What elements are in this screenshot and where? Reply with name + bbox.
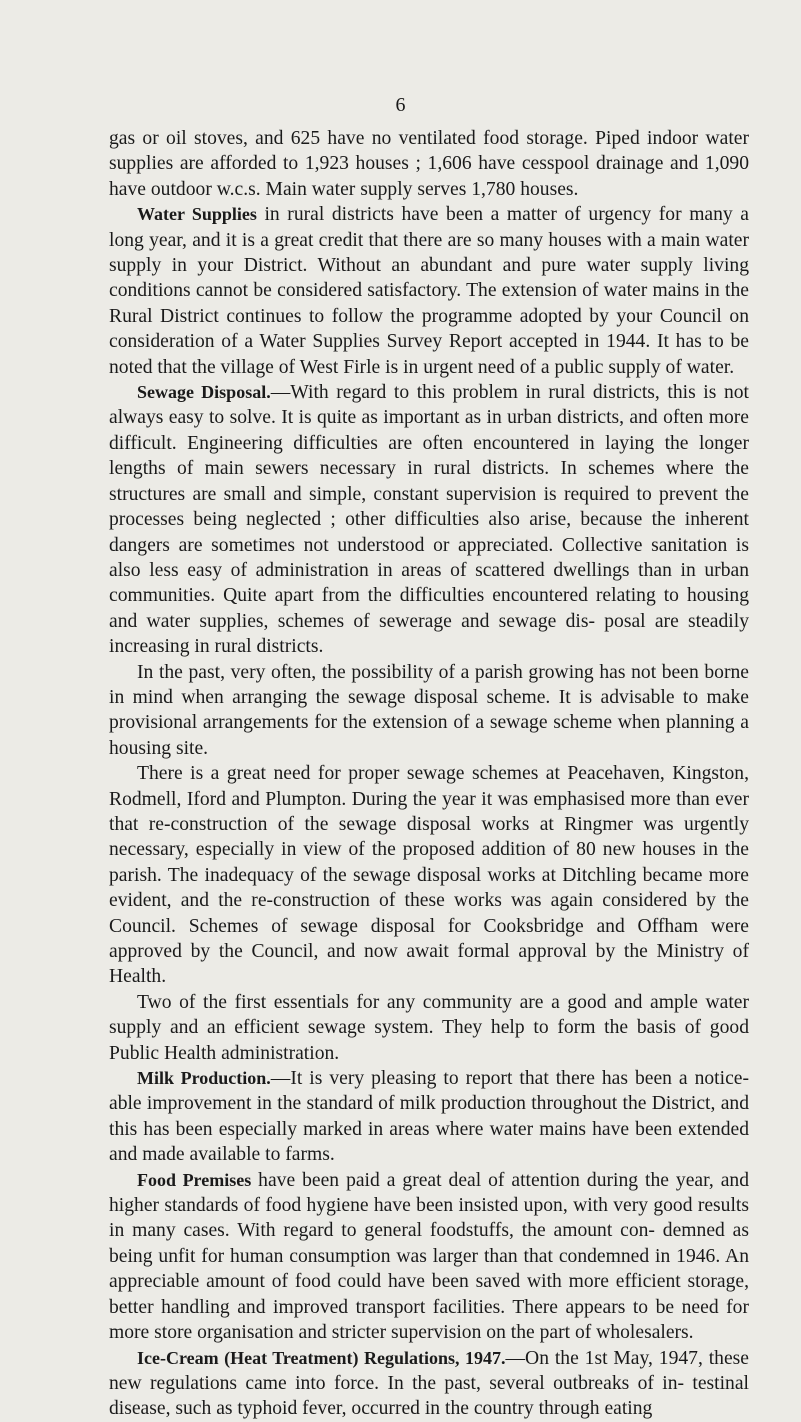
section-heading-milk-production: Milk Production.	[137, 1068, 271, 1089]
section-heading-ice-cream-regulations: Ice-Cream (Heat Treatment) Regulations, 1947.	[137, 1347, 506, 1368]
section-heading-food-premises: Food Premises	[137, 1169, 252, 1190]
paragraph-text: —It is very pleasing to report that there has been a notice- able improvement in the standard of milk production throughout the District, and this has been especially marked in areas where water mains have been extended and made available to farms.	[109, 1068, 749, 1166]
paragraph-milk-production	[109, 1066, 749, 1168]
paragraph-ice-cream-regulations	[109, 1346, 749, 1422]
paragraph-text: There is a great need for proper sewage schemes at Peacehaven, Kingston, Rodmell, Iford and Plumpton. During the year it was emphasised more than ever that re-construction of the sewage disposal works at Ringmer was urgently necessary, especially in view of the proposed addition of 80 new houses in the parish. The inadequacy of the sewage disposal works at Ditchling became more evident, and the re-construction of these works was again considered by the Council. Schemes of sewage disposal for Cooksbridge and Offham were approved by the Council, and now await formal approval by the Ministry of Health.	[109, 763, 749, 988]
paragraph-text: have been paid a great deal of attention during the year, and higher standards of food hygiene have been insisted upon, with very good results in many cases. With regard to general foodstuffs, the amount con- demned as being unfit for human consumption was larger than that condemned in 1946. An appreciable amount of food could have been saved with more efficient storage, better handling and improved transport facilities. There appears to be need for more store organisation and stricter supervision on the part of wholesalers.	[109, 1169, 749, 1344]
paragraph-housing-amenities	[109, 126, 749, 202]
document-body	[109, 126, 749, 1422]
paragraph-text: —On the 1st May, 1947, these new regulations came into force. In the past, several outbreaks of in- testinal disease, such as typhoid fever, occurred in the country through eating	[109, 1347, 749, 1420]
section-heading-water-supplies: Water Supplies	[137, 204, 257, 225]
paragraph-text: —With regard to this problem in rural districts, this is not always easy to solve. It is quite as important as in urban districts, and often more difficult. Engineering difficulties are often encountered in laying the longer lengths of main sewers necessary in rural districts. In schemes where the structures are small and simple, constant supervision is required to prevent the processes being neglected ; other difficulties also arise, because the inherent dangers are sometimes not understood or appreciated. Collective sanitation is also less easy of administration in areas of scattered dwellings than in urban communities. Quite apart from the difficulties encountered relating to housing and water supplies, schemes of sewerage and sewage dis- posal are steadily increasing in rural districts.	[109, 382, 749, 658]
paragraph-text: gas or oil stoves, and 625 have no ventilated food storage. Piped indoor water supplies are afforded to 1,923 houses ; 1,606 have cesspool drainage and 1,090 have outdoor w.c.s. Main water supply serves 1,780 houses.	[109, 128, 749, 200]
paragraph-sewage-schemes	[109, 761, 749, 990]
paragraph-parish-growth	[109, 660, 749, 762]
paragraph-text: in rural districts have been a matter of urgency for many a long year, and it is a great credit that there are so many houses with a main water supply in your District. Without an abundant and pure water supply living conditions cannot be considered satisfactory. The extension of water mains in the Rural District continues to follow the programme adopted by your Council on consideration of a Water Supplies Survey Report accepted in 1944. It has to be noted that the village of West Firle is in urgent need of a public supply of water.	[109, 204, 750, 378]
paragraph-sewage-disposal	[109, 380, 749, 659]
page-number: 6	[395, 94, 406, 116]
paragraph-text: In the past, very often, the possibility of a parish growing has not been borne in mind when arranging the sewage disposal scheme. It is advisable to make provisional arrangements for the extension of a sewage scheme when planning a housing site.	[109, 661, 749, 759]
paragraph-first-essentials	[109, 990, 749, 1066]
paragraph-water-supplies	[109, 202, 749, 380]
paragraph-text: Two of the first essentials for any community are a good and ample water supply and an efficient sewage system. They help to form the basis of good Public Health administration.	[109, 991, 749, 1064]
paragraph-food-premises	[109, 1168, 749, 1346]
section-heading-sewage-disposal: Sewage Disposal.	[137, 382, 271, 403]
